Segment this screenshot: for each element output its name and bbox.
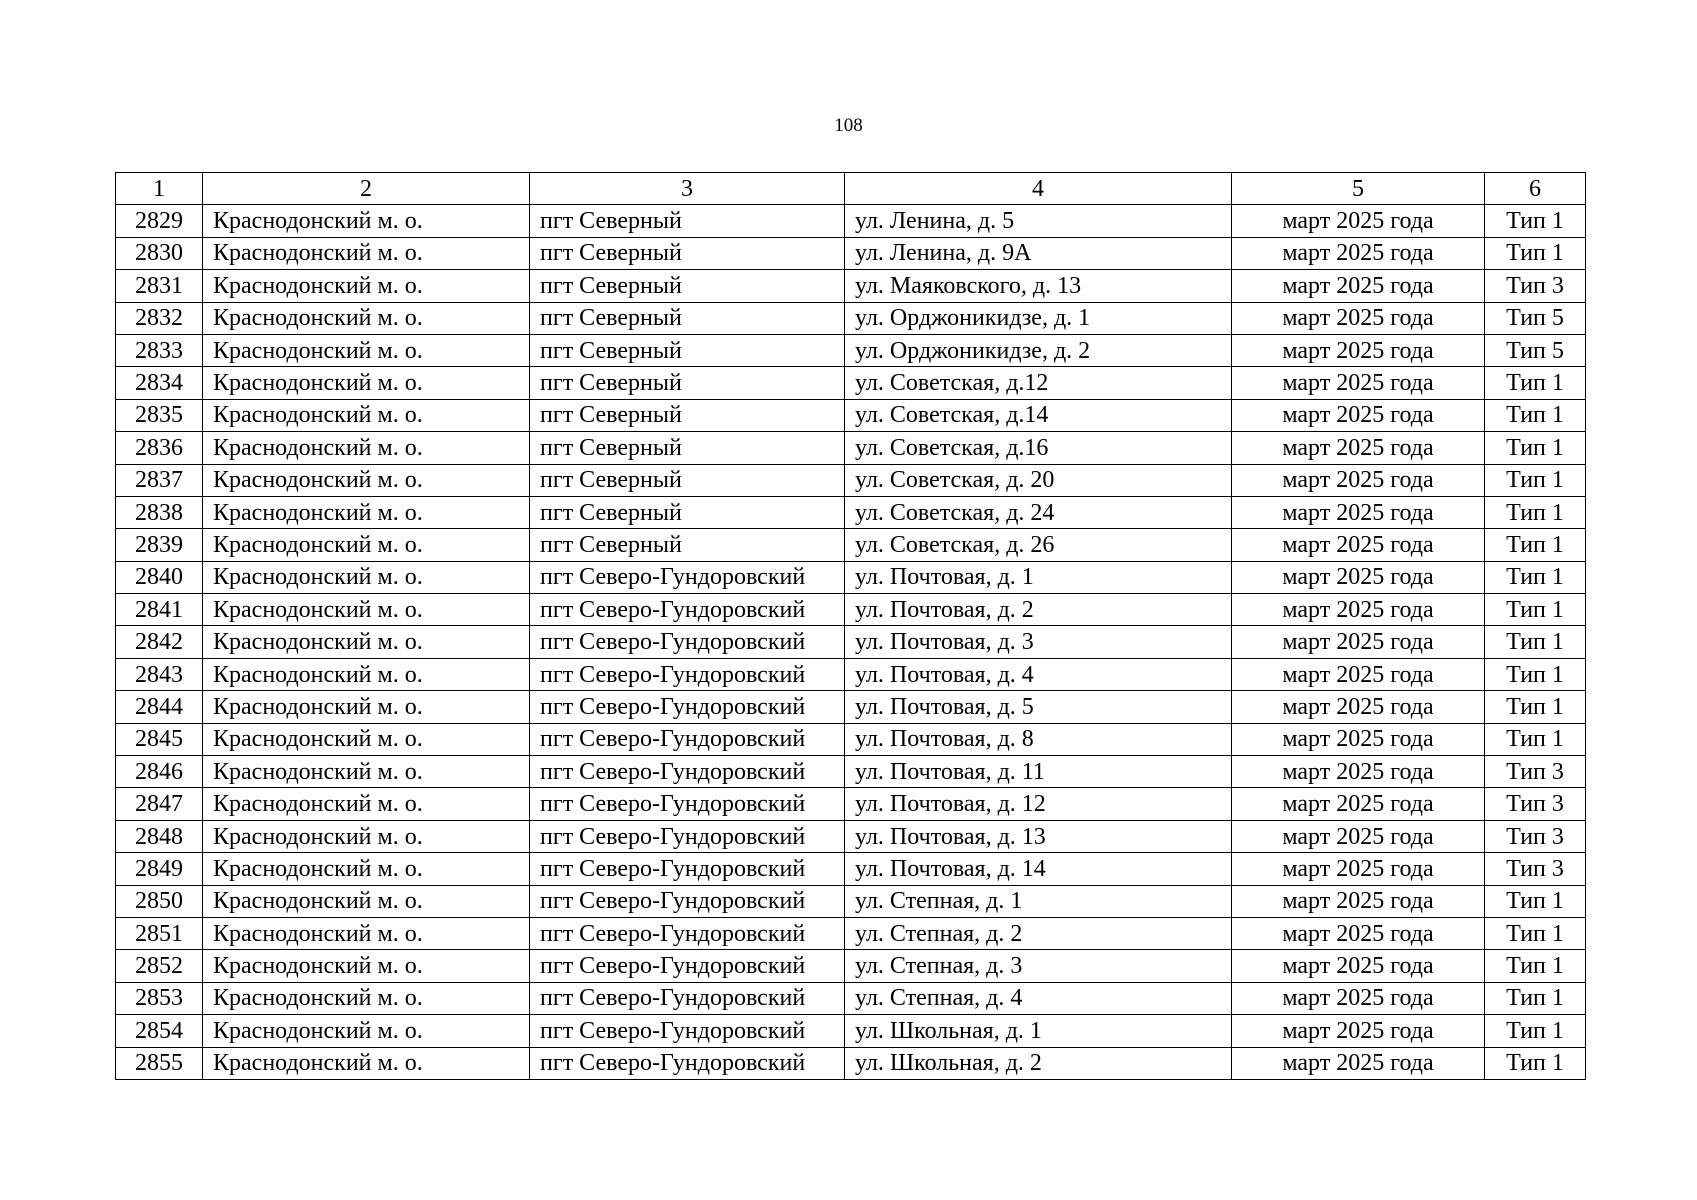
cell-settlement: пгт Северный — [530, 464, 845, 496]
header-col-5: 5 — [1232, 173, 1485, 205]
cell-type: Тип 1 — [1485, 1047, 1586, 1079]
cell-number: 2831 — [116, 270, 203, 302]
cell-settlement: пгт Северо-Гундоровский — [530, 1047, 845, 1079]
cell-date: март 2025 года — [1232, 788, 1485, 820]
cell-number: 2837 — [116, 464, 203, 496]
cell-date: март 2025 года — [1232, 626, 1485, 658]
cell-date: март 2025 года — [1232, 270, 1485, 302]
cell-type: Тип 1 — [1485, 399, 1586, 431]
cell-address: ул. Орджоникидзе, д. 1 — [845, 302, 1232, 334]
cell-address: ул. Почтовая, д. 2 — [845, 594, 1232, 626]
table-row — [116, 302, 1586, 334]
table-row — [116, 723, 1586, 755]
cell-number: 2840 — [116, 561, 203, 593]
cell-type: Тип 1 — [1485, 205, 1586, 237]
cell-type: Тип 1 — [1485, 950, 1586, 982]
cell-date: март 2025 года — [1232, 723, 1485, 755]
cell-date: март 2025 года — [1232, 302, 1485, 334]
cell-type: Тип 1 — [1485, 496, 1586, 528]
registry-table — [115, 172, 1586, 1080]
cell-municipality: Краснодонский м. о. — [203, 367, 530, 399]
cell-type: Тип 1 — [1485, 594, 1586, 626]
cell-address: ул. Советская, д.14 — [845, 399, 1232, 431]
cell-type: Тип 1 — [1485, 885, 1586, 917]
cell-settlement: пгт Северо-Гундоровский — [530, 885, 845, 917]
cell-municipality: Краснодонский м. о. — [203, 561, 530, 593]
header-col-1: 1 — [116, 173, 203, 205]
cell-settlement: пгт Северный — [530, 432, 845, 464]
cell-address: ул. Школьная, д. 2 — [845, 1047, 1232, 1079]
cell-settlement: пгт Северный — [530, 399, 845, 431]
cell-settlement: пгт Северный — [530, 529, 845, 561]
cell-municipality: Краснодонский м. о. — [203, 820, 530, 852]
cell-type: Тип 3 — [1485, 853, 1586, 885]
cell-type: Тип 1 — [1485, 1015, 1586, 1047]
cell-municipality: Краснодонский м. о. — [203, 756, 530, 788]
cell-settlement: пгт Северный — [530, 367, 845, 399]
table-row — [116, 658, 1586, 690]
cell-date: март 2025 года — [1232, 820, 1485, 852]
table-row — [116, 885, 1586, 917]
cell-address: ул. Советская, д. 20 — [845, 464, 1232, 496]
cell-date: март 2025 года — [1232, 432, 1485, 464]
cell-address: ул. Ленина, д. 5 — [845, 205, 1232, 237]
cell-address: ул. Орджоникидзе, д. 2 — [845, 334, 1232, 366]
header-col-4: 4 — [845, 173, 1232, 205]
cell-date: март 2025 года — [1232, 917, 1485, 949]
cell-settlement: пгт Северо-Гундоровский — [530, 788, 845, 820]
table-body — [116, 205, 1586, 1080]
cell-number: 2839 — [116, 529, 203, 561]
cell-settlement: пгт Северо-Гундоровский — [530, 853, 845, 885]
cell-type: Тип 5 — [1485, 302, 1586, 334]
cell-date: март 2025 года — [1232, 982, 1485, 1014]
cell-settlement: пгт Северо-Гундоровский — [530, 1015, 845, 1047]
cell-number: 2833 — [116, 334, 203, 366]
table-row — [116, 950, 1586, 982]
cell-address: ул. Почтовая, д. 4 — [845, 658, 1232, 690]
cell-number: 2846 — [116, 756, 203, 788]
cell-settlement: пгт Северо-Гундоровский — [530, 626, 845, 658]
cell-address: ул. Степная, д. 3 — [845, 950, 1232, 982]
cell-number: 2848 — [116, 820, 203, 852]
cell-address: ул. Ленина, д. 9А — [845, 237, 1232, 269]
cell-settlement: пгт Северо-Гундоровский — [530, 756, 845, 788]
cell-date: март 2025 года — [1232, 237, 1485, 269]
cell-type: Тип 1 — [1485, 626, 1586, 658]
cell-number: 2830 — [116, 237, 203, 269]
cell-address: ул. Советская, д. 26 — [845, 529, 1232, 561]
cell-address: ул. Почтовая, д. 11 — [845, 756, 1232, 788]
cell-address: ул. Почтовая, д. 12 — [845, 788, 1232, 820]
table-row — [116, 853, 1586, 885]
cell-municipality: Краснодонский м. о. — [203, 917, 530, 949]
cell-type: Тип 1 — [1485, 658, 1586, 690]
cell-type: Тип 1 — [1485, 691, 1586, 723]
cell-type: Тип 1 — [1485, 982, 1586, 1014]
cell-municipality: Краснодонский м. о. — [203, 853, 530, 885]
cell-settlement: пгт Северный — [530, 302, 845, 334]
table-row — [116, 270, 1586, 302]
cell-number: 2829 — [116, 205, 203, 237]
cell-date: март 2025 года — [1232, 334, 1485, 366]
cell-number: 2832 — [116, 302, 203, 334]
cell-type: Тип 5 — [1485, 334, 1586, 366]
cell-number: 2850 — [116, 885, 203, 917]
cell-number: 2847 — [116, 788, 203, 820]
table-row — [116, 691, 1586, 723]
cell-settlement: пгт Северо-Гундоровский — [530, 723, 845, 755]
table-row — [116, 205, 1586, 237]
cell-address: ул. Советская, д.16 — [845, 432, 1232, 464]
cell-address: ул. Почтовая, д. 13 — [845, 820, 1232, 852]
cell-date: март 2025 года — [1232, 464, 1485, 496]
cell-date: март 2025 года — [1232, 399, 1485, 431]
table-row — [116, 529, 1586, 561]
cell-municipality: Краснодонский м. о. — [203, 788, 530, 820]
table-row — [116, 1015, 1586, 1047]
cell-number: 2841 — [116, 594, 203, 626]
cell-date: март 2025 года — [1232, 658, 1485, 690]
cell-type: Тип 1 — [1485, 367, 1586, 399]
table-row — [116, 432, 1586, 464]
cell-address: ул. Почтовая, д. 5 — [845, 691, 1232, 723]
cell-date: март 2025 года — [1232, 561, 1485, 593]
cell-type: Тип 3 — [1485, 270, 1586, 302]
cell-settlement: пгт Северо-Гундоровский — [530, 982, 845, 1014]
cell-municipality: Краснодонский м. о. — [203, 885, 530, 917]
cell-address: ул. Степная, д. 4 — [845, 982, 1232, 1014]
cell-address: ул. Почтовая, д. 1 — [845, 561, 1232, 593]
table-row — [116, 399, 1586, 431]
cell-settlement: пгт Северный — [530, 237, 845, 269]
cell-date: март 2025 года — [1232, 1015, 1485, 1047]
cell-number: 2853 — [116, 982, 203, 1014]
cell-settlement: пгт Северо-Гундоровский — [530, 561, 845, 593]
header-col-2: 2 — [203, 173, 530, 205]
cell-address: ул. Маяковского, д. 13 — [845, 270, 1232, 302]
page-number: 108 — [834, 115, 863, 136]
cell-date: март 2025 года — [1232, 853, 1485, 885]
cell-date: март 2025 года — [1232, 594, 1485, 626]
table-row — [116, 820, 1586, 852]
cell-type: Тип 3 — [1485, 820, 1586, 852]
cell-municipality: Краснодонский м. о. — [203, 432, 530, 464]
cell-address: ул. Советская, д.12 — [845, 367, 1232, 399]
cell-municipality: Краснодонский м. о. — [203, 464, 530, 496]
cell-date: март 2025 года — [1232, 756, 1485, 788]
table-row — [116, 496, 1586, 528]
cell-type: Тип 1 — [1485, 464, 1586, 496]
cell-settlement: пгт Северный — [530, 270, 845, 302]
table-header — [116, 173, 1586, 205]
cell-municipality: Краснодонский м. о. — [203, 594, 530, 626]
cell-type: Тип 1 — [1485, 432, 1586, 464]
cell-municipality: Краснодонский м. о. — [203, 982, 530, 1014]
cell-address: ул. Почтовая, д. 3 — [845, 626, 1232, 658]
cell-settlement: пгт Северо-Гундоровский — [530, 658, 845, 690]
cell-municipality: Краснодонский м. о. — [203, 334, 530, 366]
table-row — [116, 464, 1586, 496]
cell-number: 2835 — [116, 399, 203, 431]
cell-number: 2836 — [116, 432, 203, 464]
cell-number: 2845 — [116, 723, 203, 755]
cell-settlement: пгт Северо-Гундоровский — [530, 950, 845, 982]
cell-number: 2838 — [116, 496, 203, 528]
cell-municipality: Краснодонский м. о. — [203, 626, 530, 658]
table-row — [116, 756, 1586, 788]
cell-number: 2855 — [116, 1047, 203, 1079]
cell-municipality: Краснодонский м. о. — [203, 205, 530, 237]
cell-address: ул. Почтовая, д. 14 — [845, 853, 1232, 885]
cell-type: Тип 1 — [1485, 237, 1586, 269]
cell-number: 2842 — [116, 626, 203, 658]
cell-number: 2849 — [116, 853, 203, 885]
cell-date: март 2025 года — [1232, 529, 1485, 561]
cell-municipality: Краснодонский м. о. — [203, 237, 530, 269]
table-row — [116, 917, 1586, 949]
table-row — [116, 561, 1586, 593]
cell-municipality: Краснодонский м. о. — [203, 1015, 530, 1047]
cell-municipality: Краснодонский м. о. — [203, 1047, 530, 1079]
cell-municipality: Краснодонский м. о. — [203, 270, 530, 302]
cell-settlement: пгт Северо-Гундоровский — [530, 691, 845, 723]
cell-municipality: Краснодонский м. о. — [203, 399, 530, 431]
cell-date: март 2025 года — [1232, 1047, 1485, 1079]
table-row — [116, 1047, 1586, 1079]
header-col-6: 6 — [1485, 173, 1586, 205]
cell-address: ул. Советская, д. 24 — [845, 496, 1232, 528]
cell-type: Тип 1 — [1485, 529, 1586, 561]
cell-date: март 2025 года — [1232, 496, 1485, 528]
cell-municipality: Краснодонский м. о. — [203, 950, 530, 982]
cell-type: Тип 3 — [1485, 788, 1586, 820]
cell-number: 2834 — [116, 367, 203, 399]
cell-number: 2844 — [116, 691, 203, 723]
cell-address: ул. Почтовая, д. 8 — [845, 723, 1232, 755]
cell-number: 2854 — [116, 1015, 203, 1047]
cell-number: 2852 — [116, 950, 203, 982]
cell-address: ул. Школьная, д. 1 — [845, 1015, 1232, 1047]
table-row — [116, 982, 1586, 1014]
cell-municipality: Краснодонский м. о. — [203, 302, 530, 334]
cell-date: март 2025 года — [1232, 950, 1485, 982]
header-col-3: 3 — [530, 173, 845, 205]
cell-address: ул. Степная, д. 2 — [845, 917, 1232, 949]
cell-date: март 2025 года — [1232, 205, 1485, 237]
header-row — [116, 173, 1586, 205]
cell-settlement: пгт Северо-Гундоровский — [530, 917, 845, 949]
cell-municipality: Краснодонский м. о. — [203, 691, 530, 723]
cell-number: 2843 — [116, 658, 203, 690]
cell-address: ул. Степная, д. 1 — [845, 885, 1232, 917]
cell-number: 2851 — [116, 917, 203, 949]
cell-type: Тип 1 — [1485, 723, 1586, 755]
table-row — [116, 594, 1586, 626]
cell-settlement: пгт Северный — [530, 496, 845, 528]
table-row — [116, 334, 1586, 366]
cell-settlement: пгт Северо-Гундоровский — [530, 594, 845, 626]
cell-municipality: Краснодонский м. о. — [203, 723, 530, 755]
table-row — [116, 626, 1586, 658]
cell-type: Тип 3 — [1485, 756, 1586, 788]
table-row — [116, 788, 1586, 820]
cell-municipality: Краснодонский м. о. — [203, 529, 530, 561]
cell-settlement: пгт Северный — [530, 205, 845, 237]
cell-municipality: Краснодонский м. о. — [203, 496, 530, 528]
cell-type: Тип 1 — [1485, 561, 1586, 593]
cell-settlement: пгт Северо-Гундоровский — [530, 820, 845, 852]
cell-date: март 2025 года — [1232, 367, 1485, 399]
table-row — [116, 237, 1586, 269]
table-row — [116, 367, 1586, 399]
cell-date: март 2025 года — [1232, 691, 1485, 723]
cell-settlement: пгт Северный — [530, 334, 845, 366]
cell-date: март 2025 года — [1232, 885, 1485, 917]
cell-municipality: Краснодонский м. о. — [203, 658, 530, 690]
cell-type: Тип 1 — [1485, 917, 1586, 949]
